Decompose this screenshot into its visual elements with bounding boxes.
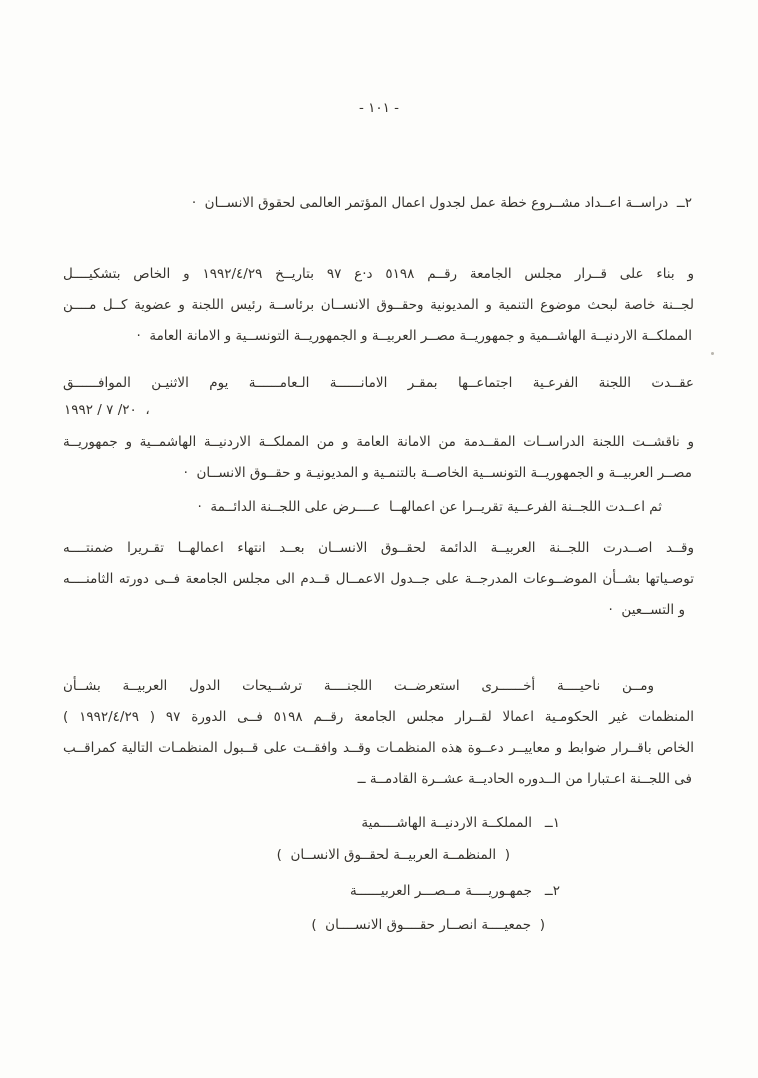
paragraph-issued-line-2: توصـياتها بشــأن الموضــوعات المدرجــة على جــدول الاعمــال قــدم الى مجلس الجامعة فــى دورته الثامنــــه [63,571,694,587]
paragraph-decision-line-1: و بناء على قــرار مجلس الجامعة رقــم ٥١٩٨ د·ع ٩٧ بتاريــخ ١٩٩٢/٤/٢٩ و الخاص بتشكيــــل [63,266,694,282]
list-item-1-jordan: ١ــ المملكــة الاردنيــة الهاشــــمية [361,815,560,831]
agenda-item-2: ٢ــ دراســة اعــداد مشــروع خطة عمل لجدول اعمال المؤتمر العالمى لحقوق الانســان · [191,195,692,211]
page-number: - ١٠١ - [358,100,400,116]
paragraph-nominations-line-2: المنظمات غير الحكومـية اعمالا لقــرار مجلس الجامعة رقــم ٥١٩٨ فــى الدورة ٩٧ ( ١٩٩٢/٤/٢٩ ) [63,709,694,725]
paragraph-nominations-line-1: ومــن ناحيــــة أخــــــرى استعرضــت اللجنــــة ترشــيحات الدول العربيــة بشــأن [63,678,654,694]
paragraph-decision-line-2: لجــنة خاصة لبحث موضوع التنمية و المديونية وحقــوق الانســان برئاســة رئيس اللجنة و عضوية كــل مــــن [63,297,694,313]
paragraph-issued-line-1: وقــد اصــدرت اللجــنة العربيــة الدائمة لحقــوق الانســان بعــد انتهاء اعمالهــا تقـريرا ضمنتــــه [63,540,694,556]
paragraph-discussion-line-2: مصــر العربيــة و الجمهوريــة التونســية الخاصــة بالتنمـية و المديونيـة و حقــوق الانســان · [183,465,692,481]
report-line: ثم اعــدت اللجــنة الفرعــية تقريــرا عن اعمالهــا عــــرض على اللجــنة الدائــمة · [197,499,662,515]
meeting-date: ٢٠/ ٧ / ١٩٩٢ ، [64,402,150,418]
paragraph-decision-line-3: المملكــة الاردنيــة الهاشــمية و جمهوريــة مصــر العربيــة و الجمهوريــة التونســية و الامانة العامة · [136,328,692,344]
paragraph-issued-line-3: و التســعين · [608,602,685,618]
paragraph-nominations-line-3: الخاص باقــرار ضوابط و معاييــر دعــوة هذه المنظمـات وقــد وافقــت على قــبول المنظمـات التالية كمراقــب [63,740,694,756]
list-item-2-egypt: ٢ــ جمهـوريــــة مــصـــر العربيــــــة [349,883,560,899]
list-item-1-organization: ( المنظمــة العربيــة لحقــوق الانســان ) [276,847,510,863]
scan-speck [711,352,714,355]
paragraph-discussion-line-1: و ناقشــت اللجنة الدراســات المقــدمة من الامانة العامة و من المملكــة الاردنيــة الهاشمــية و جمهوريــة [63,434,694,450]
paragraph-nominations-line-4: فى اللجــنة اعـتبارا من الــدوره الحاديــة عشــرة القادمــة ــ [357,771,692,787]
paragraph-meeting-line-1: عقــدت اللجنة الفرعـية اجتماعــها بمقـر الامانــــــة الـعامــــــة يوم الاثنيـن الموافــــــق [63,375,694,391]
list-item-2-organization: ( جمعيــــة انصــار حقــــوق الانســــان ) [311,917,545,933]
